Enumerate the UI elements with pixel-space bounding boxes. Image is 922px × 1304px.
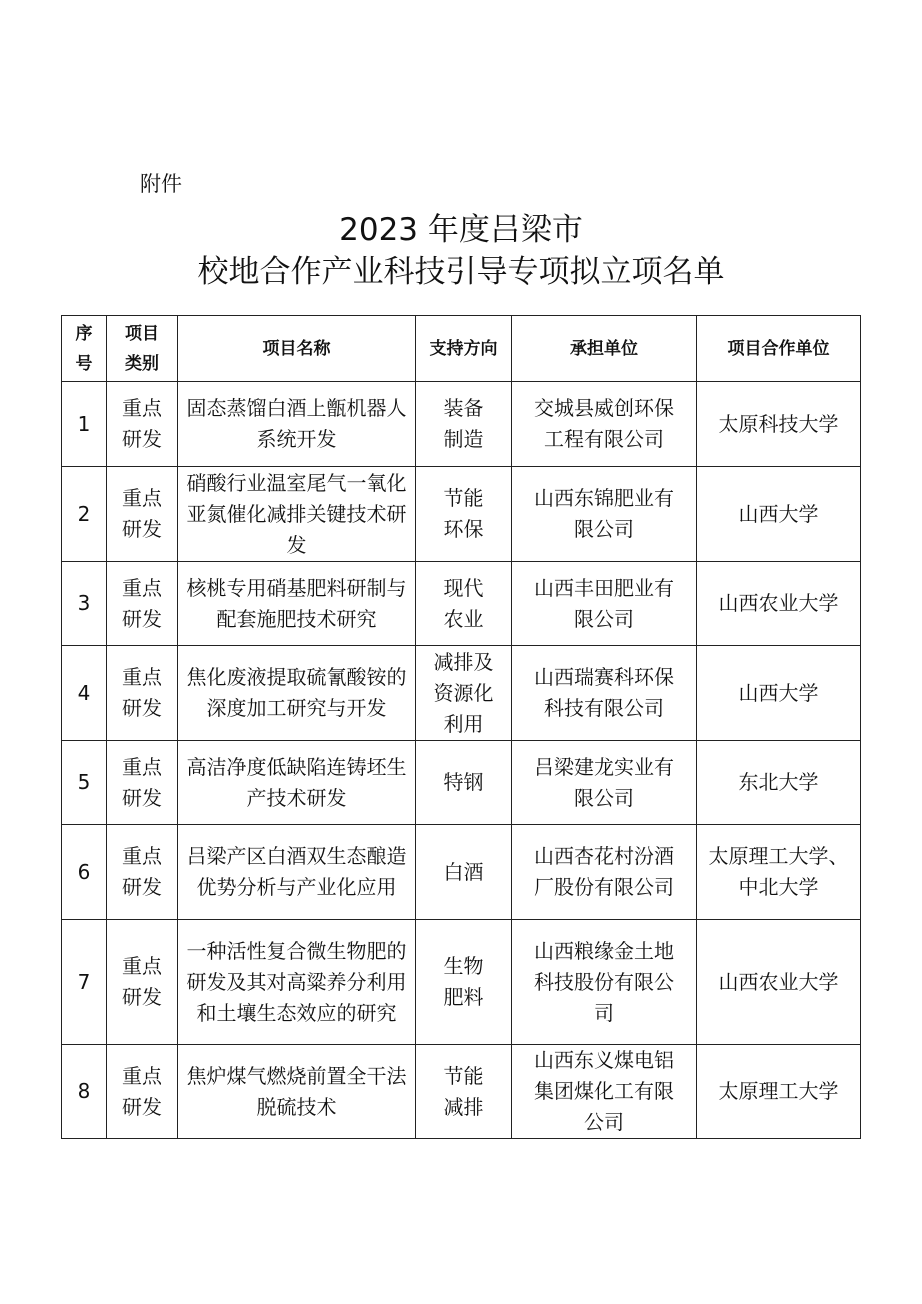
cell-support-direction: 特钢	[416, 741, 512, 825]
cell-support-direction: 现代农业	[416, 562, 512, 646]
table-row	[62, 825, 861, 920]
cell-partner: 东北大学	[697, 741, 861, 825]
cell-support-direction: 节能环保	[416, 467, 512, 562]
cell-no: 8	[62, 1045, 107, 1139]
table-row	[62, 382, 861, 467]
cell-undertaker: 山西粮缘金土地科技股份有限公司	[512, 920, 697, 1045]
cell-no: 3	[62, 562, 107, 646]
attachment-label: 附件	[140, 172, 182, 196]
cell-no: 2	[62, 467, 107, 562]
cell-undertaker: 山西东义煤电铝集团煤化工有限公司	[512, 1045, 697, 1139]
cell-undertaker: 吕梁建龙实业有限公司	[512, 741, 697, 825]
cell-project-name: 固态蒸馏白酒上甑机器人系统开发	[178, 382, 416, 467]
header-project-name: 项目名称	[178, 316, 416, 382]
cell-support-direction: 白酒	[416, 825, 512, 920]
header-category: 项目类别	[107, 316, 178, 382]
cell-project-name: 焦化废液提取硫氰酸铵的深度加工研究与开发	[178, 646, 416, 741]
table-header-row	[62, 316, 861, 382]
cell-category: 重点研发	[107, 646, 178, 741]
cell-project-name: 核桃专用硝基肥料研制与配套施肥技术研究	[178, 562, 416, 646]
cell-project-name: 高洁净度低缺陷连铸坯生产技术研发	[178, 741, 416, 825]
cell-undertaker: 交城县威创环保工程有限公司	[512, 382, 697, 467]
cell-project-name: 硝酸行业温室尾气一氧化亚氮催化减排关键技术研发	[178, 467, 416, 562]
cell-category: 重点研发	[107, 1045, 178, 1139]
cell-no: 6	[62, 825, 107, 920]
cell-project-name: 吕梁产区白酒双生态酿造优势分析与产业化应用	[178, 825, 416, 920]
cell-category: 重点研发	[107, 562, 178, 646]
cell-partner: 山西农业大学	[697, 562, 861, 646]
cell-category: 重点研发	[107, 467, 178, 562]
document-title-line1: 2023 年度吕梁市	[339, 212, 583, 248]
header-partner: 项目合作单位	[697, 316, 861, 382]
cell-partner: 太原科技大学	[697, 382, 861, 467]
header-undertaker: 承担单位	[512, 316, 697, 382]
header-support-direction: 支持方向	[416, 316, 512, 382]
cell-category: 重点研发	[107, 382, 178, 467]
cell-partner: 太原理工大学、中北大学	[697, 825, 861, 920]
cell-support-direction: 装备制造	[416, 382, 512, 467]
cell-support-direction: 节能减排	[416, 1045, 512, 1139]
cell-support-direction: 减排及资源化利用	[416, 646, 512, 741]
cell-support-direction: 生物肥料	[416, 920, 512, 1045]
cell-no: 5	[62, 741, 107, 825]
header-no: 序号	[62, 316, 107, 382]
cell-category: 重点研发	[107, 741, 178, 825]
table-row	[62, 646, 861, 741]
cell-project-name: 焦炉煤气燃烧前置全干法脱硫技术	[178, 1045, 416, 1139]
cell-no: 7	[62, 920, 107, 1045]
project-list-table	[61, 315, 861, 1139]
cell-undertaker: 山西杏花村汾酒厂股份有限公司	[512, 825, 697, 920]
table-row	[62, 562, 861, 646]
cell-category: 重点研发	[107, 920, 178, 1045]
cell-partner: 山西农业大学	[697, 920, 861, 1045]
table-row	[62, 741, 861, 825]
cell-partner: 山西大学	[697, 467, 861, 562]
table-row	[62, 920, 861, 1045]
cell-partner: 山西大学	[697, 646, 861, 741]
cell-no: 1	[62, 382, 107, 467]
table-row	[62, 467, 861, 562]
cell-undertaker: 山西瑞赛科环保科技有限公司	[512, 646, 697, 741]
table-row	[62, 1045, 861, 1139]
document-title-line2: 校地合作产业科技引导专项拟立项名单	[197, 254, 725, 290]
cell-undertaker: 山西丰田肥业有限公司	[512, 562, 697, 646]
cell-project-name: 一种活性复合微生物肥的研发及其对高粱养分利用和土壤生态效应的研究	[178, 920, 416, 1045]
cell-partner: 太原理工大学	[697, 1045, 861, 1139]
cell-undertaker: 山西东锦肥业有限公司	[512, 467, 697, 562]
cell-no: 4	[62, 646, 107, 741]
cell-category: 重点研发	[107, 825, 178, 920]
